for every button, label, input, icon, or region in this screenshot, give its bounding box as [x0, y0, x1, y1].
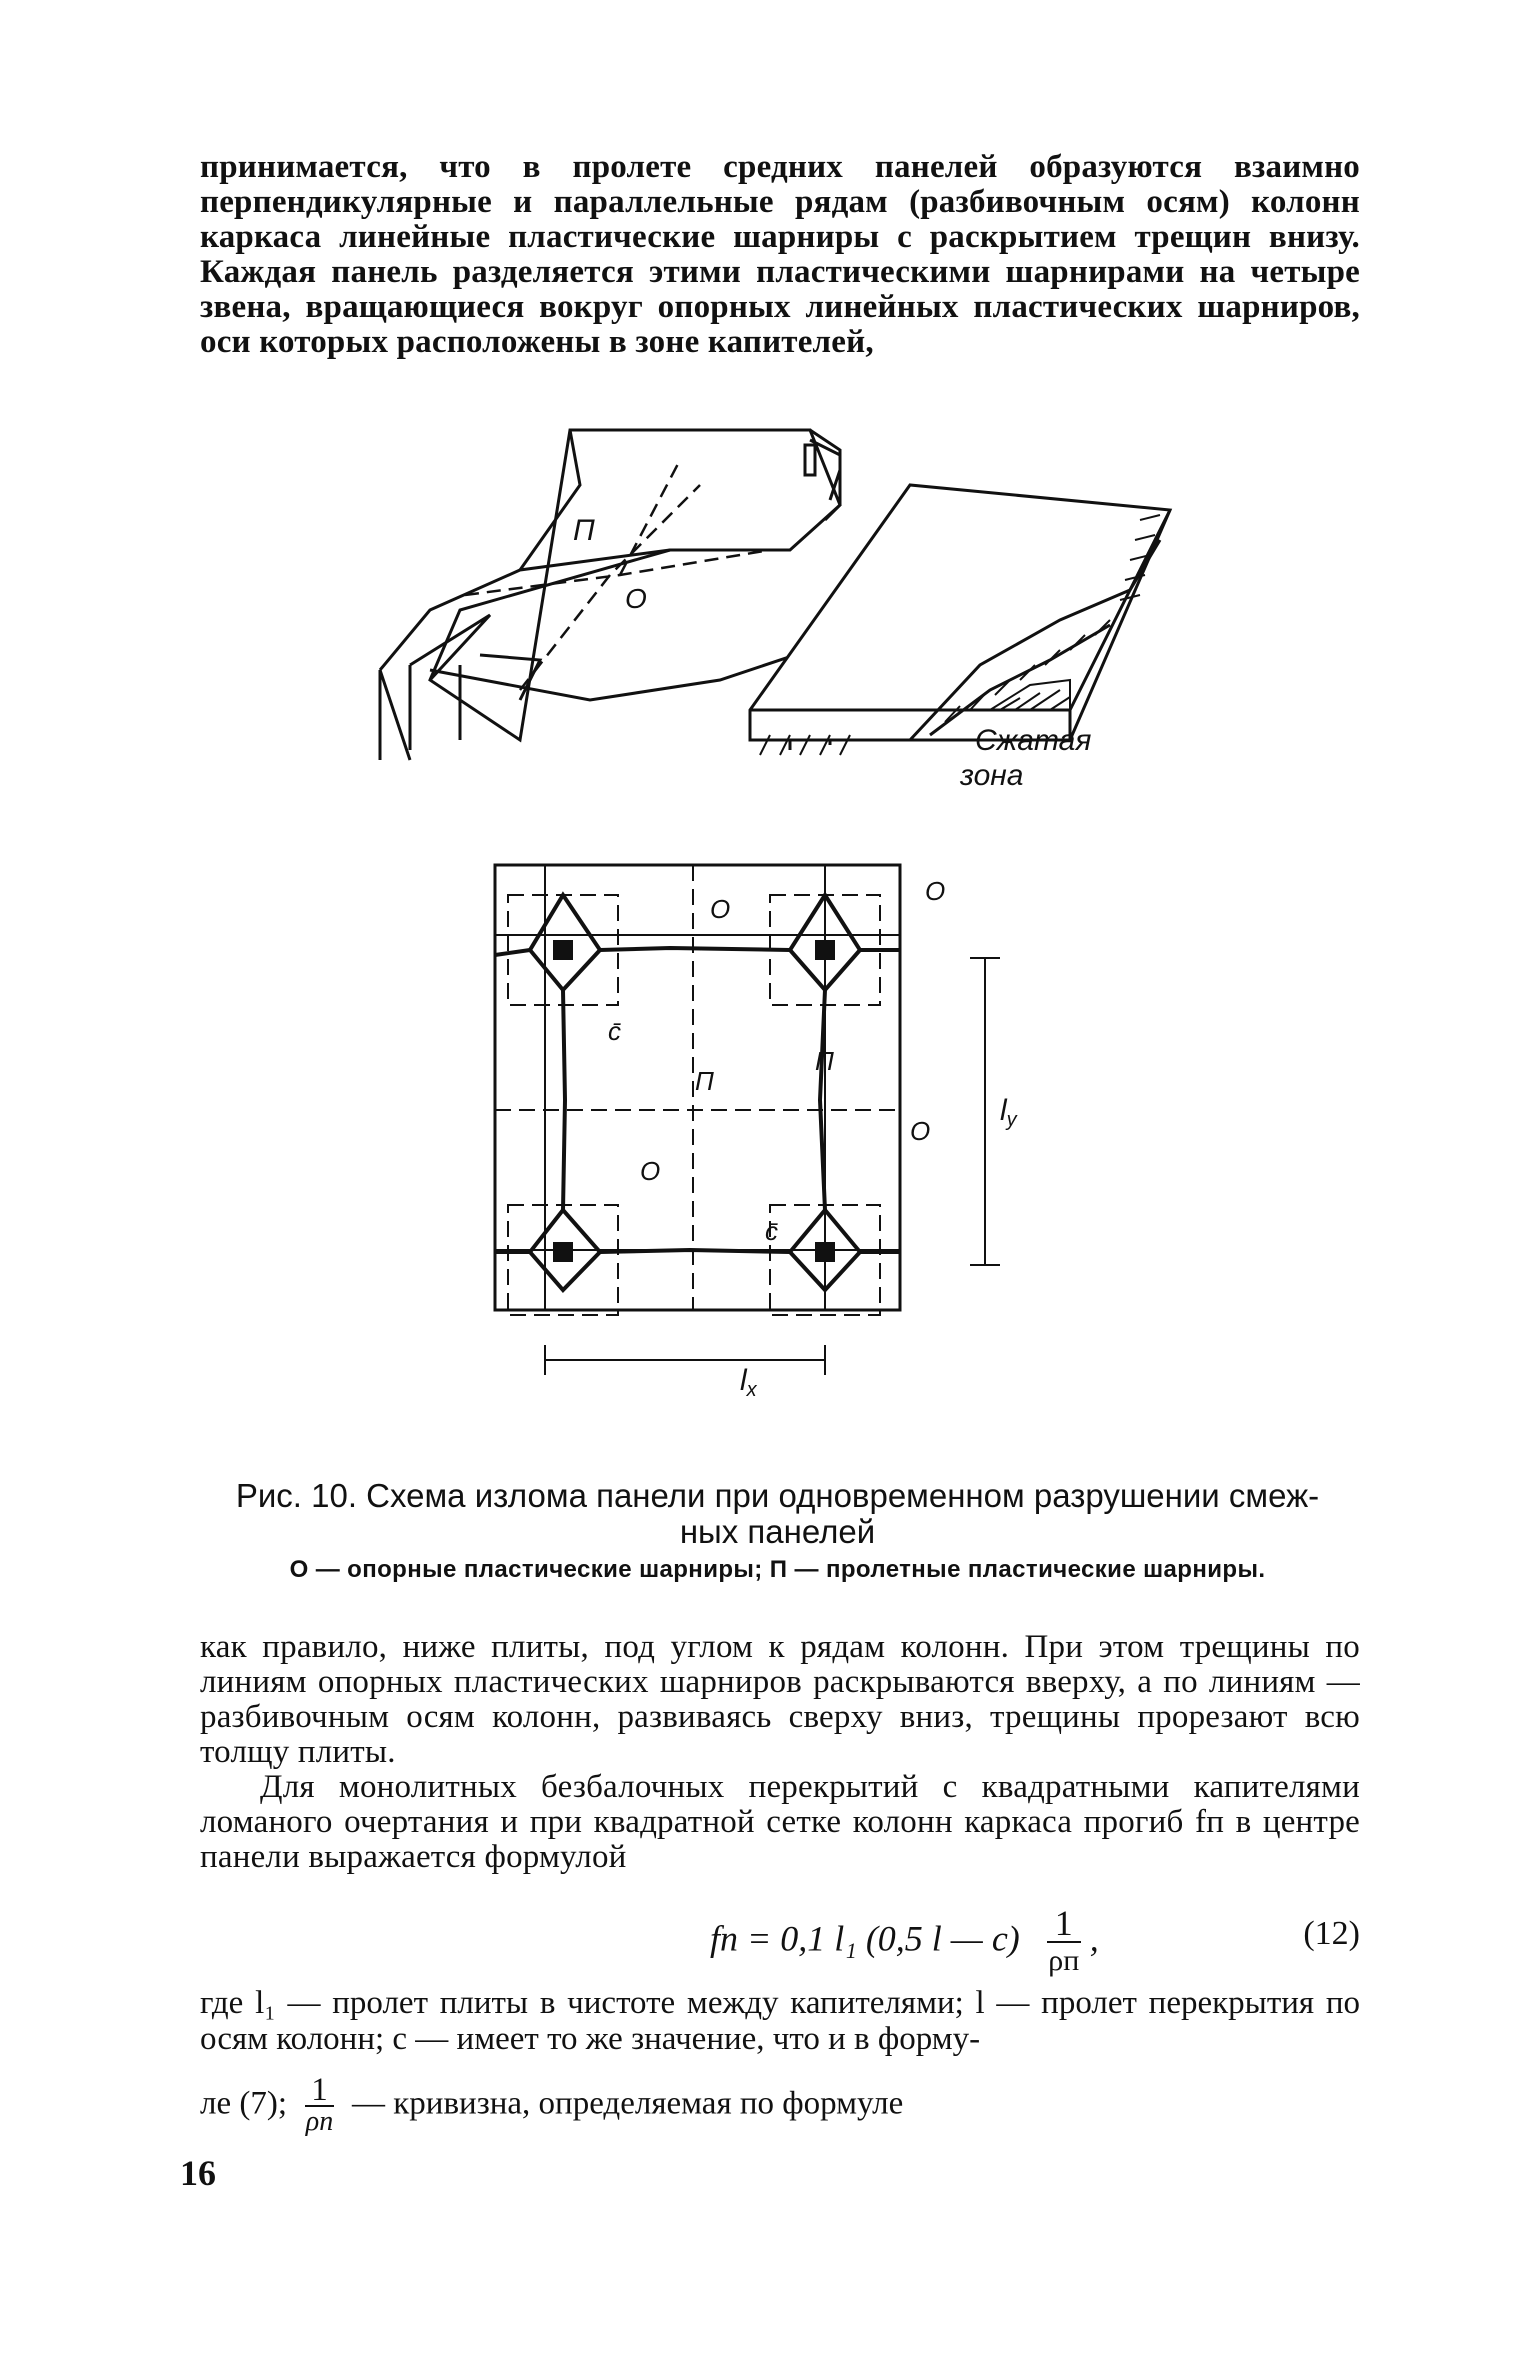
plan-label-c-1: c̄ — [608, 1016, 621, 1046]
figure-caption-legend: О — опорные пластические шарниры; П — пролетные пластические шарниры. — [289, 1556, 1266, 1583]
where-paragraph: где l₁ — пролет плиты в чистоте между капителями; l — пролет перекрытия по осям колонн; c — имеет то же значение, что и в форму- — [200, 1985, 1360, 2057]
page-number: 16 — [180, 2153, 216, 2193]
plan-label-o-1: О — [710, 894, 731, 924]
plan-label-c-2: c̄ — [765, 1216, 778, 1246]
fig3d-label-compressed-1: Сжатая — [975, 724, 1092, 757]
plan-label-lx: $l_x$ — [740, 1364, 757, 1401]
figure-caption-title — [190, 1478, 1365, 1550]
formula-body — [710, 1905, 1099, 1979]
caption-line-1: Рис. 10. Схема излома панели при одновременном разрушении смеж- — [235, 1477, 1320, 1514]
caption-line-2: ных панелей — [679, 1513, 876, 1550]
plan-label-ly: $l_y$ — [1000, 1094, 1017, 1131]
bottom-paragraph-2: Для монолитных безбалочных перекрытий с квадратными капителями ломаного очертания и при квадратной сетке колонн каркаса прогиб fп в центре панели выражается формулой — [200, 1769, 1360, 1875]
formula-expression: fп = 0,1 l₁ (0,5 l — c) — [710, 1918, 1020, 1959]
curvature-fraction-den: ρп — [305, 2106, 334, 2137]
top-paragraph — [200, 150, 1360, 360]
curvature-fraction-num: 1 — [305, 2075, 334, 2107]
formula-fraction-num: 1 — [1047, 1905, 1081, 1943]
figure-3d-collapse — [370, 410, 1190, 800]
plan-label-o-4: О — [640, 1156, 661, 1186]
formula-fraction — [1047, 1905, 1081, 1979]
figure-plan-grid — [470, 840, 1040, 1420]
equation-number: (12) — [1303, 1915, 1360, 1952]
curvature-suffix: — кривизна, определяемая по формуле — [352, 2085, 904, 2122]
fig3d-label-compressed-2: зона — [960, 759, 1024, 792]
curvature-fraction — [305, 2072, 334, 2137]
formula-trailing: , — [1089, 1918, 1099, 1959]
curvature-line — [200, 2072, 1360, 2155]
curvature-prefix: ле (7); — [200, 2085, 288, 2122]
plan-label-o-3: О — [910, 1116, 931, 1146]
plan-label-o-2: О — [925, 876, 946, 906]
plan-label-p-1: П — [695, 1066, 714, 1096]
plan-label-p-2: П — [815, 1046, 834, 1076]
bottom-paragraphs — [200, 1630, 1360, 1875]
fig3d-label-o: О — [625, 583, 647, 614]
top-paragraph-text: принимается, что в пролете средних панелей образуются взаимно перпендикулярные и параллельные рядам (разбивочным осям) колонн каркаса линейные пластические шарниры с раскрытием трещин внизу. Каждая панель разделяется этими пластическими шарнирами на четыре звена, вращающиеся вокруг опорных линейных пластических шарниров, оси которых расположены в зоне капителей, — [200, 149, 1360, 360]
formula-12 — [200, 1885, 1360, 1975]
formula-fraction-den: ρп — [1048, 1944, 1080, 1977]
bottom-paragraph-1: как правило, ниже плиты, под углом к рядам колонн. При этом трещины по линиям опорных пластических шарниров раскрываются вверху, а по линиям — разбивочным осям колонн, развиваясь сверху вниз, трещины прорезают всю толщу плиты. — [200, 1629, 1360, 1770]
fig3d-label-p: П — [573, 514, 595, 547]
